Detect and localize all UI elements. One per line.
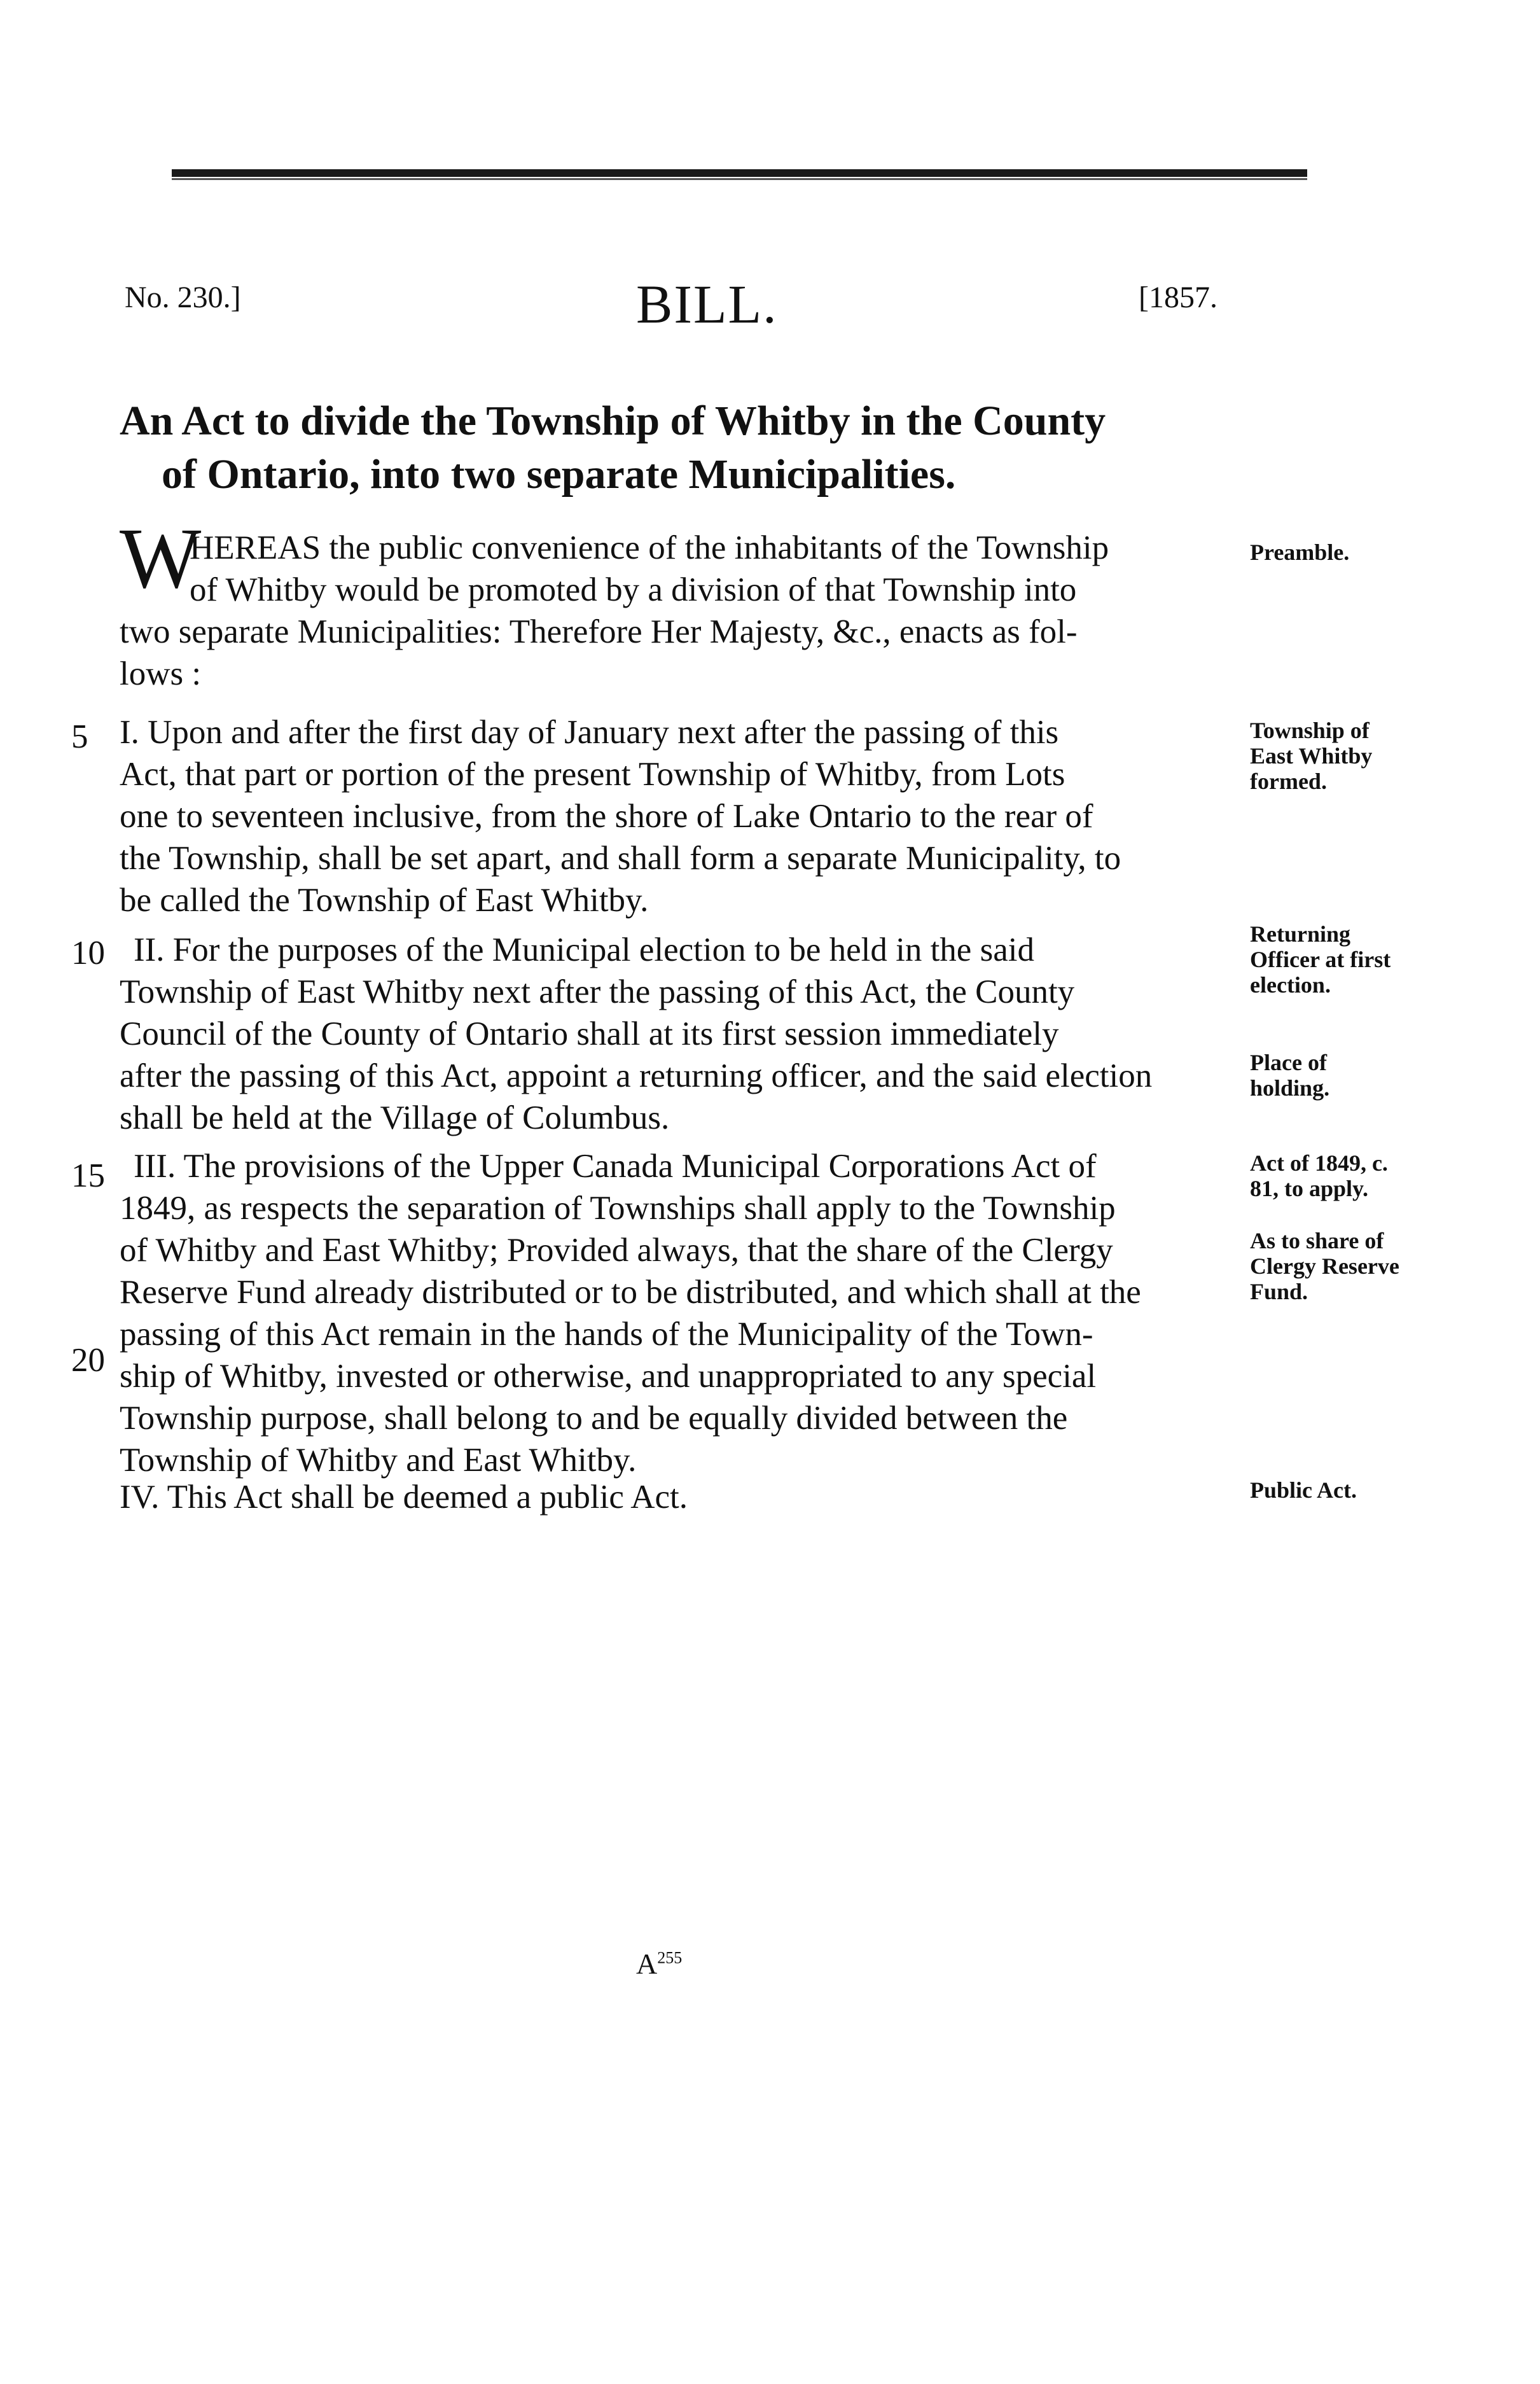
signature-letter: A [636,1948,658,1980]
line-number-10: 10 [71,935,105,972]
bill-year: [1857. [1139,281,1217,314]
preamble-dropcap: W [120,511,202,606]
section-3-line: passing of this Act remain in the hands of the Municipality of the Town- [120,1316,1093,1353]
section-4 [120,1476,1233,1518]
section-3-line: 1849, as respects the separation of Townships shall apply to the Township [120,1190,1116,1227]
section-3-line: ship of Whitby, invested or otherwise, and unappropriated to any special [120,1358,1097,1395]
line-number-20: 20 [71,1342,105,1379]
section-3-line: Township purpose, shall belong to and be equally divided between the [120,1400,1068,1437]
section-3-line: III. The provisions of the Upper Canada Municipal Corporations Act of [134,1148,1097,1185]
signature-number: 255 [657,1948,683,1967]
preamble-text [120,527,1233,695]
margin-note-section-2b: Place of holding. [1250,1050,1330,1101]
preamble-line: HEREAS the public convenience of the inhabitants of the Township [190,529,1109,566]
section-3 [120,1145,1233,1481]
preamble-line: of Whitby would be promoted by a division of that Township into [190,571,1077,608]
section-3-line: Reserve Fund already distributed or to be distributed, and which shall at the [120,1274,1141,1311]
act-title-line-2: of Ontario, into two separate Municipalities. [162,451,956,498]
act-title [120,394,1303,501]
line-number-15: 15 [71,1157,105,1194]
margin-note-section-3b: As to share of Clergy Reserve Fund. [1250,1228,1399,1304]
section-2-line: Council of the County of Ontario shall at its first session immediately [120,1015,1059,1052]
section-1-line: be called the Township of East Whitby. [120,882,649,919]
top-rule-thin [172,178,1307,180]
margin-note-section-1: Township of East Whitby formed. [1250,718,1373,794]
section-3-line: of Whitby and East Whitby; Provided always, that the share of the Clergy [120,1232,1113,1269]
top-rule [172,169,1307,177]
section-2-line: II. For the purposes of the Municipal election to be held in the said [134,931,1034,968]
act-title-line-1: An Act to divide the Township of Whitby in the County [120,398,1106,444]
preamble-line: two separate Municipalities: Therefore Her Majesty, &c., enacts as fol- [120,613,1078,650]
section-1 [120,711,1233,921]
section-2-line: shall be held at the Village of Columbus. [120,1099,670,1136]
margin-note-section-2: Returning Officer at first election. [1250,921,1391,998]
margin-note-section-4: Public Act. [1250,1477,1357,1503]
section-2 [120,929,1233,1139]
section-2-line: Township of East Whitby next after the passing of this Act, the County [120,973,1075,1010]
section-1-line: one to seventeen inclusive, from the shore of Lake Ontario to the rear of [120,798,1093,835]
section-1-line: the Township, shall be set apart, and shall form a separate Municipality, to [120,840,1121,877]
printer-signature [636,1947,682,1981]
section-4-line: IV. This Act shall be deemed a public Act. [120,1479,688,1516]
preamble-line: lows : [120,655,202,692]
section-1-line: I. Upon and after the first day of January next after the passing of this [120,714,1059,751]
section-2-line: after the passing of this Act, appoint a returning officer, and the said election [120,1057,1153,1094]
page-title: BILL. [636,274,778,335]
line-number-5: 5 [71,718,88,755]
bill-number: No. 230.] [125,281,241,314]
margin-note-section-3: Act of 1849, c. 81, to apply. [1250,1150,1388,1201]
section-3-line: Township of Whitby and East Whitby. [120,1442,637,1479]
margin-note-preamble: Preamble. [1250,540,1350,565]
section-1-line: Act, that part or portion of the present Township of Whitby, from Lots [120,756,1065,793]
